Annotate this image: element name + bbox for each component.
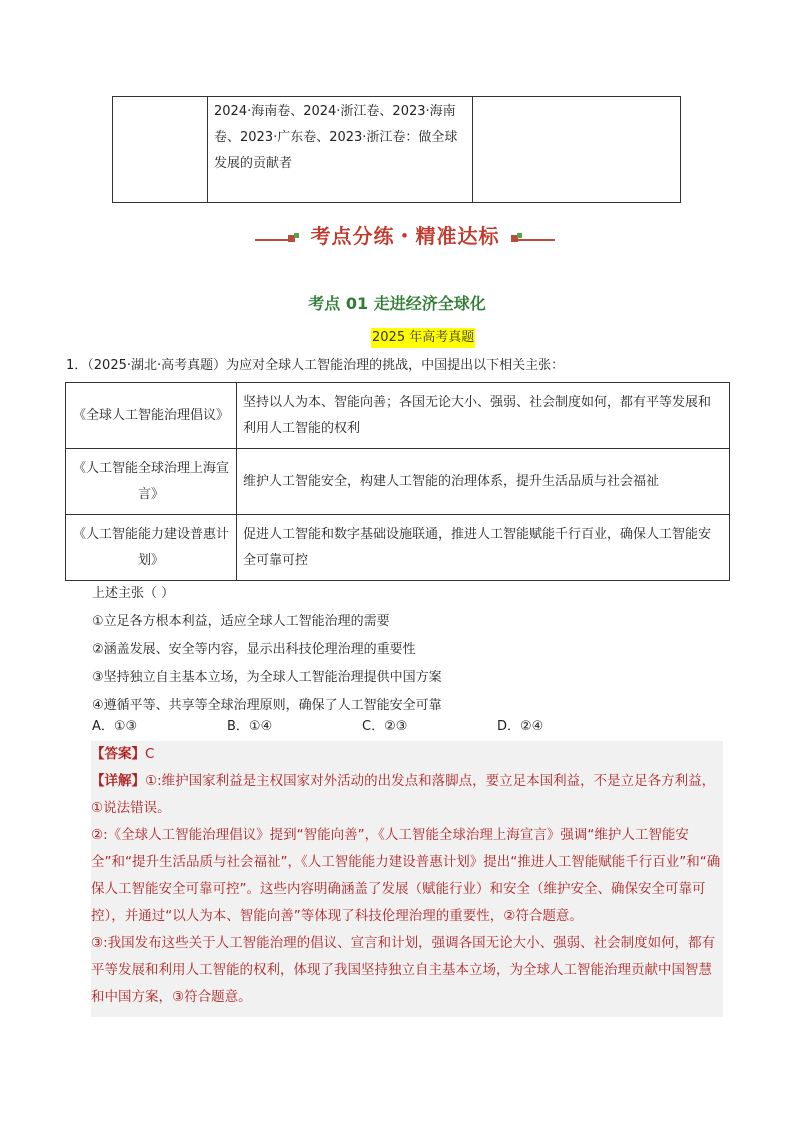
detail-label: 【详解】	[91, 773, 145, 789]
table-cell-name: 《人工智能全球治理上海宣言》	[66, 449, 237, 515]
statement-item: ①立足各方根本利益，适应全球人工智能治理的需要	[92, 614, 390, 629]
detail-text-1: ①:维护国家利益是主权国家对外活动的出发点和落脚点，要立足本国利益，不是立足各方利益，①说法错误。	[91, 773, 716, 816]
answer-explanation-box	[91, 741, 723, 1017]
table-cell-name: 《人工智能能力建设普惠计划》	[66, 515, 237, 581]
table-row	[66, 383, 730, 449]
question-table	[65, 382, 730, 581]
option-d: D．②④	[497, 719, 544, 734]
previous-table-cell-empty	[473, 97, 681, 203]
banner-right-line	[515, 239, 555, 241]
statement-item: ④遵循平等、共享等全球治理原则，确保了人工智能安全可靠	[92, 698, 442, 713]
answer-options	[92, 714, 712, 740]
previous-table-cell-empty	[113, 97, 208, 203]
statement-list	[92, 580, 442, 720]
previous-table-cell-text: 2024·海南卷、2024·浙江卷、2023·海南卷、2023·广东卷、2023·浙江卷：做全球发展的贡献者	[208, 97, 473, 203]
option-c: C．②③	[362, 719, 408, 734]
statement-item: ③坚持独立自主基本立场，为全球人工智能治理提供中国方案	[92, 670, 442, 685]
question-stem: 1．（2025·湖北·高考真题）为应对全球人工智能治理的挑战，中国提出以下相关主张：	[66, 358, 565, 373]
option-a: A．①③	[92, 719, 138, 734]
banner-title: 考点分练・精准达标	[310, 224, 500, 248]
table-cell-name: 《全球人工智能治理倡议》	[66, 383, 237, 449]
question-prompt: 上述主张（ ）	[92, 586, 175, 601]
banner-left-leaf-icon	[294, 233, 299, 238]
detail-paragraph-1	[91, 768, 723, 822]
previous-table	[112, 96, 681, 203]
section-title: 考点 01 走进经济全球化	[308, 294, 486, 313]
table-row	[66, 515, 730, 581]
banner-right-leaf-icon	[517, 233, 522, 238]
answer-line	[91, 741, 723, 768]
table-cell-content: 促进人工智能和数字基础设施联通，推进人工智能赋能千行百业，确保人工智能安全可靠可控	[237, 515, 730, 581]
section-banner	[255, 220, 555, 256]
answer-value: C	[145, 746, 155, 762]
option-b: B．①④	[227, 719, 273, 734]
table-cell-content: 维护人工智能安全，构建人工智能的治理体系，提升生活品质与社会福祉	[237, 449, 730, 515]
detail-paragraph-2: ②:《全球人工智能治理倡议》提到“智能向善”，《人工智能全球治理上海宣言》强调“维护人工智能安全”和“提升生活品质与社会福祉”，《人工智能能力建设普惠计划》提出“推进人工智能赋能千行百业”和“确保人工智能安全可靠可控”。这些内容明确涵盖了发展（赋能行业）和安全（维护安全、确保安全可靠可控），并通过“以人为本、智能向善”等体现了科技伦理治理的重要性，②符合题意。	[91, 827, 721, 924]
table-cell-content: 坚持以人为本、智能向善；各国无论大小、强弱、社会制度如何，都有平等发展和利用人工智能的权利	[237, 383, 730, 449]
detail-paragraph-3: ③:我国发布这些关于人工智能治理的倡议、宣言和计划，强调各国无论大小、强弱、社会制度如何，都有平等发展和利用人工智能的权利，体现了我国坚持独立自主基本立场，为全球人工智能治理贡献中国智慧和中国方案，③符合题意。	[91, 935, 716, 1005]
subsection-title: 2025 年高考真题	[371, 328, 475, 348]
table-row	[66, 449, 730, 515]
statement-item: ②涵盖发展、安全等内容，显示出科技伦理治理的重要性	[92, 642, 416, 657]
answer-label: 【答案】	[91, 746, 145, 762]
